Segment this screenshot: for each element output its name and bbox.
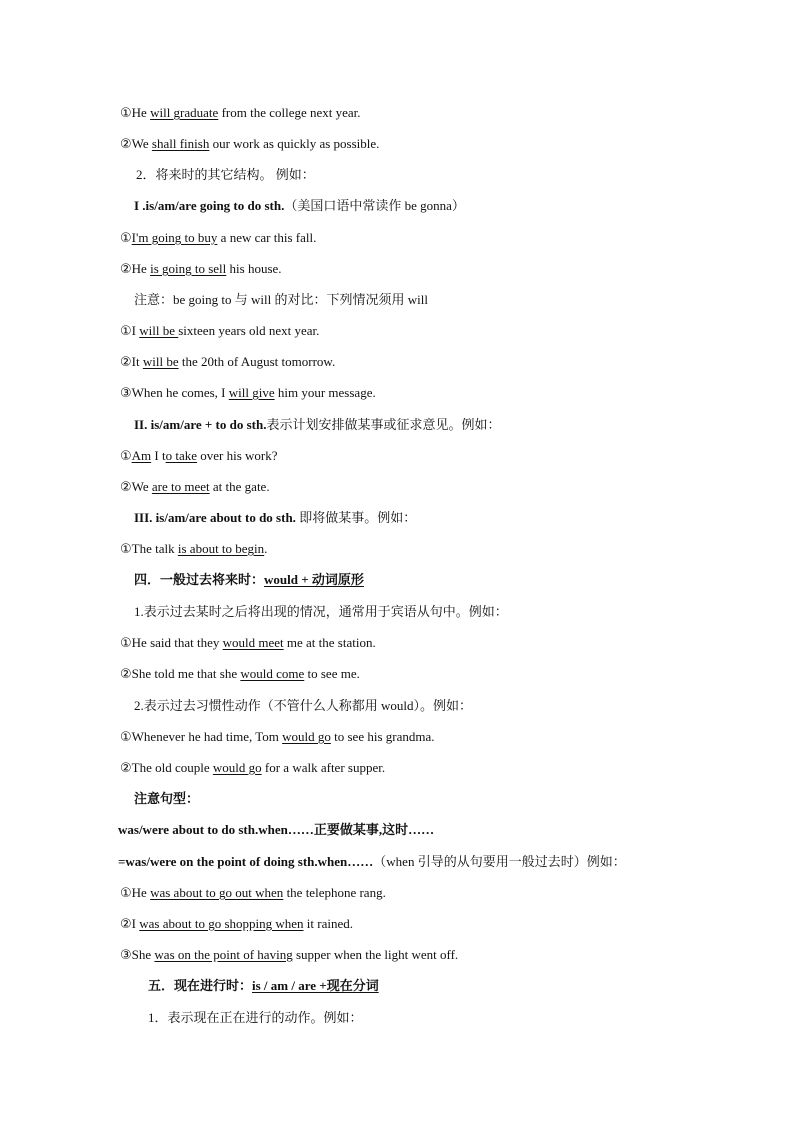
bold-text: =was/were on the point of doing sth.when…… <box>118 854 374 869</box>
list-number: ② <box>120 761 132 776</box>
text-line <box>120 884 386 903</box>
underlined-phrase: would go <box>282 729 331 744</box>
list-number: ② <box>120 262 132 277</box>
text-line <box>118 853 626 871</box>
underlined-phrase: will graduate <box>150 105 219 120</box>
text-segment: It <box>131 354 143 369</box>
text-segment: He <box>131 885 151 900</box>
list-number: ② <box>120 137 132 152</box>
text-segment: 即将做某事。例如： <box>295 510 417 525</box>
bold-text: 注意句型： <box>134 791 200 806</box>
text-segment: it rained. <box>303 916 354 931</box>
emphasized-heading-text: would + 动词原形 <box>264 572 364 587</box>
text-segment: for a walk after supper. <box>261 760 386 775</box>
list-number: ③ <box>120 948 132 963</box>
underlined-phrase: is going to sell <box>150 261 227 276</box>
text-line <box>120 634 376 653</box>
bold-text: 五．现在进行时： <box>148 978 253 993</box>
text-segment: to see me. <box>304 666 360 681</box>
text-line <box>120 540 267 559</box>
text-segment: I <box>131 916 140 931</box>
text-segment: （美国口语中常读作 be gonna） <box>284 198 465 213</box>
text-segment: our work as quickly as possible. <box>209 136 380 151</box>
text-segment: . <box>264 541 268 556</box>
text-line <box>148 1009 363 1027</box>
text-line <box>120 260 282 279</box>
text-line <box>134 291 428 309</box>
bold-text: II. is/am/are + to do sth. <box>134 417 267 432</box>
text-line <box>136 166 315 184</box>
text-segment: He said that they <box>131 635 223 650</box>
list-number: ③ <box>120 386 132 401</box>
underlined-phrase: will be <box>142 354 179 369</box>
text-segment: （when 引导的从句要用一般过去时）例如： <box>373 854 626 869</box>
text-line <box>120 665 360 684</box>
text-line <box>120 915 353 934</box>
text-segment: She told me that she <box>131 666 241 681</box>
text-segment: to see his grandma. <box>330 729 435 744</box>
underlined-phrase: are to meet <box>151 479 210 494</box>
bold-text: I .is/am/are going to do sth. <box>134 198 285 213</box>
underlined-phrase: would meet <box>222 635 284 650</box>
text-segment: The old couple <box>131 760 213 775</box>
text-segment: 1.表示过去某时之后将出现的情况，通常用于宾语从句中。例如： <box>134 604 508 619</box>
text-line <box>134 571 364 589</box>
list-number: ① <box>120 231 132 246</box>
text-segment: He <box>131 105 151 120</box>
text-segment: from the college next year. <box>218 105 361 120</box>
text-segment: at the gate. <box>209 479 270 494</box>
text-segment: the 20th of August tomorrow. <box>178 354 336 369</box>
list-number: ① <box>120 542 132 557</box>
text-line <box>120 478 270 497</box>
text-line <box>134 509 416 527</box>
text-segment: 2．将来时的其它结构。 例如： <box>136 167 315 182</box>
text-line <box>118 821 434 839</box>
text-segment: I <box>131 323 140 338</box>
underlined-phrase: shall finish <box>151 136 210 151</box>
underlined-phrase: is about to begin <box>177 541 265 556</box>
text-segment: When he comes, I <box>131 385 229 400</box>
list-number: ② <box>120 917 132 932</box>
text-segment: 表示计划安排做某事或征求意见。例如： <box>266 417 501 432</box>
text-line <box>148 977 379 995</box>
text-segment: 1．表示现在正在进行的动作。例如： <box>148 1010 363 1025</box>
text-segment: over his work? <box>197 448 278 463</box>
list-number: ① <box>120 106 132 121</box>
text-line <box>120 728 435 747</box>
text-line <box>134 790 199 808</box>
list-number: ② <box>120 480 132 495</box>
underlined-phrase: was about to go out when <box>150 885 284 900</box>
text-line <box>120 946 458 965</box>
text-segment: him your message. <box>274 385 376 400</box>
underlined-phrase: o take <box>165 448 198 463</box>
text-segment: Whenever he had time, Tom <box>131 729 283 744</box>
text-line <box>120 353 335 372</box>
text-line <box>120 322 319 341</box>
text-segment: his house. <box>226 261 282 276</box>
text-line <box>134 197 465 215</box>
text-line <box>120 135 379 154</box>
list-number: ② <box>120 667 132 682</box>
text-segment: We <box>131 136 152 151</box>
bold-text: was/were about to do sth.when……正要做某事,这时…… <box>118 822 435 837</box>
text-segment: 注意：be going to 与 will 的对比：下列情况须用 will <box>134 292 428 307</box>
text-line <box>120 384 376 403</box>
emphasized-heading-text: is / am / are +现在分词 <box>252 978 379 993</box>
text-segment: a new car this fall. <box>217 230 317 245</box>
text-line <box>120 447 278 466</box>
bold-text: III. is/am/are about to do sth. <box>134 510 296 525</box>
text-segment: the telephone rang. <box>283 885 386 900</box>
list-number: ① <box>120 449 132 464</box>
list-number: ① <box>120 730 132 745</box>
underlined-phrase: Am <box>131 448 152 463</box>
text-segment: I t <box>151 448 166 463</box>
text-line <box>120 759 385 778</box>
underlined-phrase: will be <box>139 323 179 338</box>
text-line <box>134 697 472 715</box>
text-segment: me at the station. <box>283 635 376 650</box>
bold-text: 四．一般过去将来时： <box>134 572 265 587</box>
text-segment: He <box>131 261 151 276</box>
list-number: ① <box>120 324 132 339</box>
text-segment: sixteen years old next year. <box>178 323 320 338</box>
underlined-phrase: was about to go shopping when <box>139 916 304 931</box>
list-number: ② <box>120 355 132 370</box>
text-line <box>120 229 316 248</box>
text-segment: supper when the light went off. <box>292 947 459 962</box>
text-segment: The talk <box>131 541 178 556</box>
underlined-phrase: will give <box>228 385 275 400</box>
text-line <box>120 104 361 123</box>
text-line <box>134 603 508 621</box>
underlined-phrase: would go <box>212 760 262 775</box>
list-number: ① <box>120 886 132 901</box>
list-number: ① <box>120 636 132 651</box>
text-segment: She <box>131 947 155 962</box>
underlined-phrase: would come <box>240 666 305 681</box>
underlined-phrase: I'm going to buy <box>131 230 218 245</box>
text-segment: 2.表示过去习惯性动作（不管什么人称都用 would）。例如： <box>134 698 473 713</box>
text-line <box>134 416 501 434</box>
text-segment: We <box>131 479 152 494</box>
underlined-phrase: was on the point of having <box>154 947 293 962</box>
